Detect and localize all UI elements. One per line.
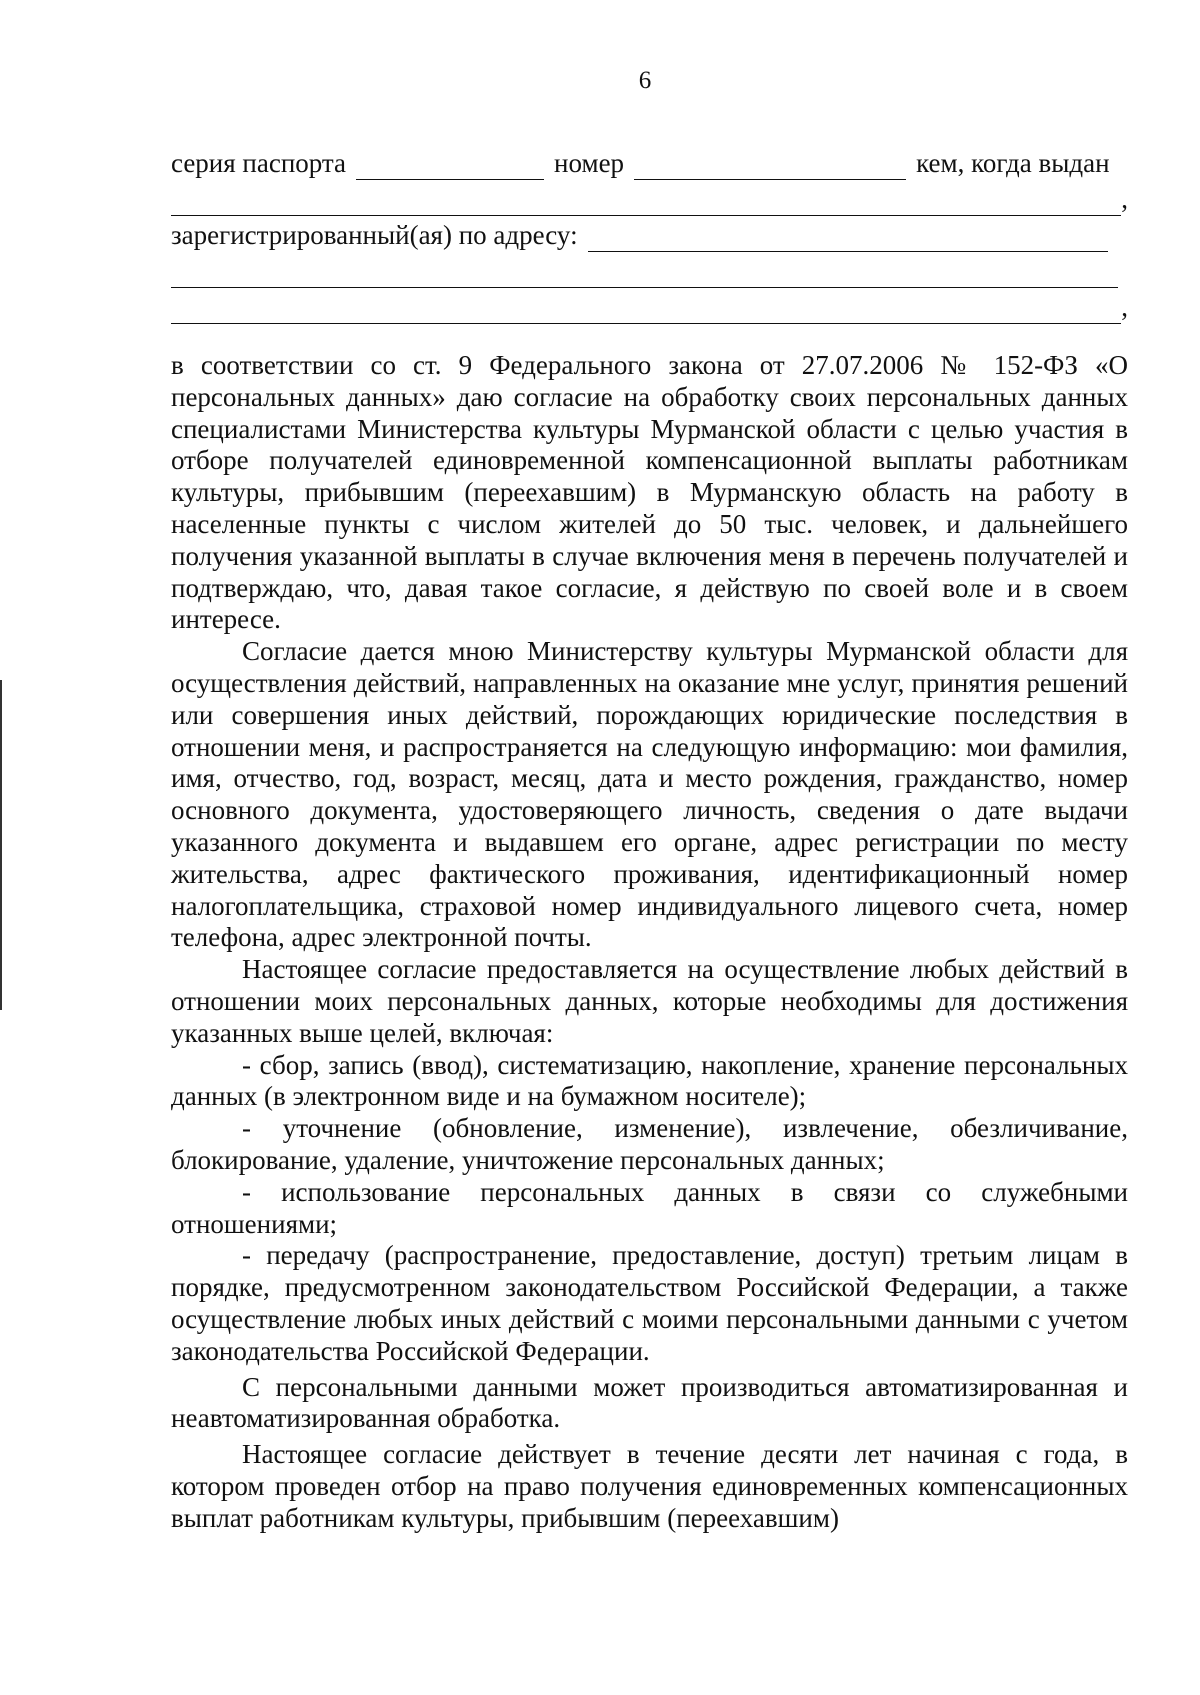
passport-series-label: серия паспорта — [171, 148, 347, 179]
passport-row — [171, 148, 1128, 180]
issued-by-row — [171, 184, 1128, 216]
issued-by-comma: , — [1121, 184, 1128, 215]
consent-paragraph-validity: Настоящее согласие действует в течение десяти лет начиная с года, в котором проведен отбор на право получения единовременных компенсационных выплат работникам культуры, прибывшим (переехавшим) — [171, 1439, 1128, 1533]
list-item-transfer: - передачу (распространение, предоставление, доступ) третьим лицам в порядке, предусмотренном законодательством Российской Федерации, а также осуществление любых иных действий с моими персональными данными с учетом законодательства Российской Федерации. — [171, 1240, 1128, 1366]
consent-paragraph-2: Согласие дается мною Министерству культуры Мурманской области для осуществления действий, направленных на оказание мне услуг, принятия решений или совершения иных действий, порождающих юридические последствия в отношении меня, и распространяется на следующую информацию: мои фамилия, имя, отчество, год, возраст, месяц, дата и место рождения, гражданство, номер основного документа, удостоверяющего личность, сведения о дате выдачи указанного документа и выдавшем его органе, адрес регистрации по месту жительства, адрес фактического проживания, идентификационный номер налогоплательщика, страховой номер индивидуального лицевого счета, номер телефона, адрес электронной почты. — [171, 636, 1128, 953]
passport-series-field[interactable] — [356, 155, 544, 180]
passport-number-label: номер — [554, 148, 625, 179]
issued-by-field[interactable] — [171, 191, 1121, 216]
page-number: 6 — [638, 67, 652, 94]
address-row — [171, 220, 1128, 252]
list-item-collection: - сбор, запись (ввод), систематизацию, накопление, хранение персональных данных (в электронном виде и на бумажном носителе); — [171, 1049, 1128, 1112]
list-item-clarification: - уточнение (обновление, изменение), извлечение, обезличивание, блокирование, удаление, уничтожение персональных данных; — [171, 1113, 1128, 1175]
address-field-2[interactable] — [171, 263, 1118, 288]
address-field-1[interactable] — [588, 227, 1108, 252]
address-row-3 — [171, 292, 1128, 324]
consent-paragraph-processing: С персональными данными может производиться автоматизированная и неавтоматизированная обработка. — [171, 1371, 1128, 1434]
list-item-usage: - использование персональных данных в связи со служебными отношениями; — [171, 1176, 1128, 1239]
consent-paragraph-1: в соответствии со ст. 9 Федерального закона от 27.07.2006 № 152-ФЗ «О персональных данных» даю согласие на обработку своих персональных данных специалистами Министерства культуры Мурманской области с целью участия в отборе получателей единовременной компенсационной выплаты работникам культуры, прибывшим (переехавшим) в Мурманскую область на работу в населенные пункты с числом жителей до 50 тыс. человек, и дальнейшего получения указанной выплаты в случае включения меня в перечень получателей и подтверждаю, что, давая такое согласие, я действую по своей воле и в своем интересе. — [171, 350, 1128, 635]
registered-label: зарегистрированный(ая) по адресу: — [171, 220, 578, 251]
address-comma: , — [1121, 292, 1128, 323]
consent-paragraph-3: Настоящее согласие предоставляется на осуществление любых действий в отношении моих персональных данных, которые необходимы для достижения указанных выше целей, включая: — [171, 954, 1128, 1048]
binder-mark — [0, 680, 2, 1010]
address-field-3[interactable] — [171, 299, 1121, 324]
address-row-2 — [171, 256, 1128, 288]
passport-number-field[interactable] — [634, 155, 906, 180]
document-body — [171, 148, 1128, 1534]
issued-by-label: кем, когда выдан — [916, 148, 1110, 179]
